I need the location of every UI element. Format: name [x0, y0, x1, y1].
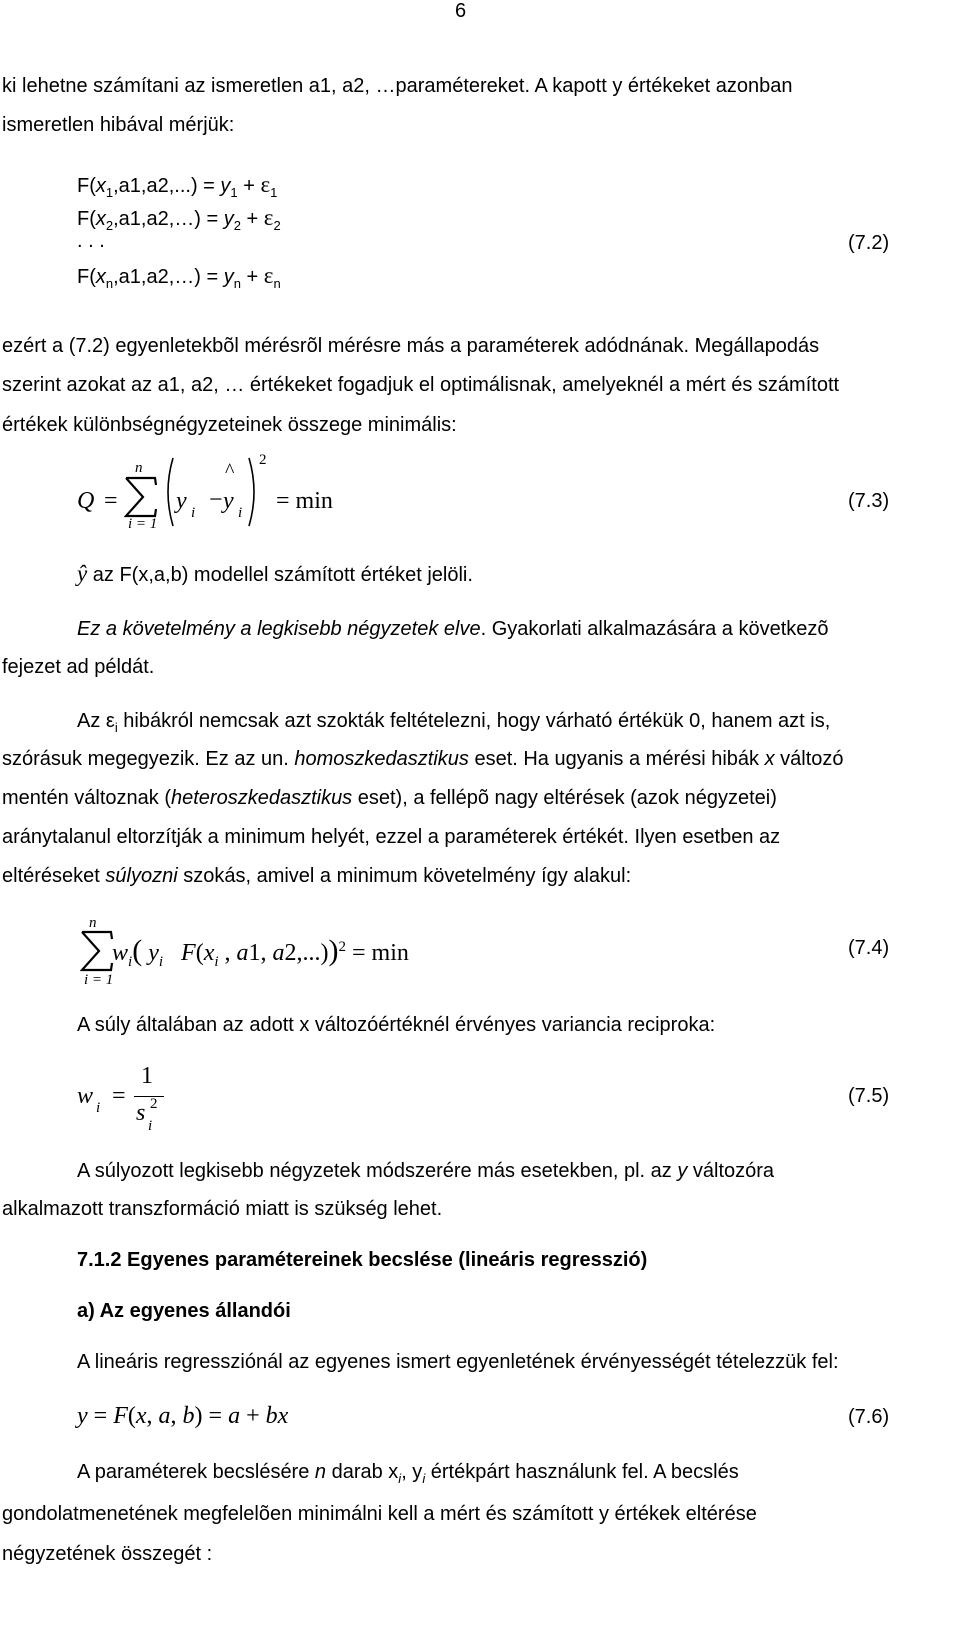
- paragraph-line: gondolatmenetének megfelelõen minimálni kell a mért és számított y értékek eltérése: [2, 1503, 757, 1525]
- paragraph-line: fejezet ad példát.: [2, 656, 155, 678]
- sigma-symbol: [124, 476, 158, 518]
- equation-label: (7.3): [848, 490, 890, 512]
- paragraph-line: ezért a (7.2) egyenletekbõl mérésrõl mérésre más a paraméterek adódnának. Megállapodás: [2, 335, 820, 357]
- equation-subscript: i: [96, 1100, 101, 1116]
- equation-subscript: i: [148, 1118, 153, 1134]
- paragraph-line: A lineáris regressziónál az egyenes ismert egyenletének érvényességét tételezzük fel:: [77, 1351, 839, 1373]
- paragraph-line: Az $\varepsilon_i$ hibákról nemcsak azt szokták feltételezni, hogy várható értékük 0, hanem azt is,: [77, 710, 831, 735]
- equation-superscript: 2: [150, 1096, 158, 1112]
- equation-row: $F(x_1,a1,a2,...) = y_1 + \varepsilon_1$: [77, 172, 278, 200]
- left-paren: [160, 456, 176, 528]
- paragraph-line: ismeretlen hibával mérjük:: [2, 114, 235, 136]
- equation-symbol: =: [104, 488, 118, 514]
- equation-symbol: y: [223, 488, 234, 514]
- subsection-heading: a) Az egyenes állandói: [77, 1300, 291, 1322]
- equation-label: (7.2): [848, 232, 890, 254]
- paragraph-line: szórásuk megegyezik. Ez az un. homoszkedasztikus eset. Ha ugyanis a mérési hibák x változó: [2, 748, 844, 770]
- hat-accent: ^: [225, 460, 235, 482]
- equation-row: . . .: [77, 230, 105, 252]
- equation-body: $w_i$( $y_i$ $F(x_i$ , a1, a2,...))$^2$ = min: [112, 934, 409, 970]
- paragraph-line: négyzetének összegét :: [2, 1543, 213, 1565]
- fraction-numerator: 1: [141, 1063, 153, 1089]
- equation-label: (7.5): [848, 1085, 890, 1107]
- sum-lower-limit: i = 1: [84, 972, 114, 988]
- equation-subscript: i: [238, 505, 243, 521]
- paragraph-line: A paraméterek becslésére n darab $x_i$, $y_i$ értékpárt használunk fel. A becslés: [77, 1461, 739, 1486]
- paragraph-line: aránytalanul eltorzítják a minimum helyét, ezzel a paraméterek értékét. Ilyen esetben az: [2, 826, 781, 848]
- equation-subscript: i: [191, 505, 196, 521]
- equation-symbol: w: [77, 1083, 94, 1109]
- paragraph-line: szerint azokat az a1, a2, … értékeket fogadjuk el optimálisnak, amelyeknél a mért és számított: [2, 374, 840, 396]
- paragraph-line: Ez a követelmény a legkisebb négyzetek elve. Gyakorlati alkalmazására a következõ: [77, 618, 829, 640]
- paragraph-line: ki lehetne számítani az ismeretlen a1, a2, …paramétereket. A kapott y értékeket azonban: [2, 75, 793, 97]
- paragraph-line: eltéréseket súlyozni szokás, amivel a minimum követelmény így alakul:: [2, 865, 632, 887]
- sigma-symbol: [80, 930, 114, 972]
- paragraph-line: értékek különbségnégyzeteinek összege minimális:: [2, 414, 457, 436]
- sum-upper-limit: n: [89, 915, 97, 931]
- equation-symbol: =: [112, 1083, 126, 1109]
- equation-label: (7.4): [848, 937, 890, 959]
- equation-symbol: −: [209, 487, 223, 513]
- fraction-bar: [134, 1096, 164, 1097]
- paragraph-line: mentén változnak (heteroszkedasztikus eset), a fellépõ nagy eltérések (azok négyzetei): [2, 787, 777, 809]
- sum-lower-limit: i = 1: [128, 516, 158, 532]
- paragraph-line: alkalmazott transzformáció miatt is szükség lehet.: [2, 1198, 443, 1220]
- fraction-denominator: s: [136, 1100, 146, 1126]
- paragraph-line: A súly általában az adott x változóértéknél érvényes variancia reciproka:: [77, 1014, 716, 1036]
- yhat-note: ŷ az F(x,a,b) modellel számított értéket jelöli.: [77, 561, 473, 586]
- equation-label: (7.6): [848, 1406, 890, 1428]
- equation-symbol: Q: [77, 488, 95, 514]
- equation-row: $F(x_n,a1,a2,\dots) = y_n + \varepsilon_n$: [77, 263, 281, 291]
- equation-row: $F(x_2,a1,a2,\dots) = y_2 + \varepsilon_2$: [77, 205, 281, 233]
- paragraph-line: A súlyozott legkisebb négyzetek módszerére más esetekben, pl. az y változóra: [77, 1160, 775, 1182]
- equation-rhs: = min: [276, 488, 333, 514]
- yhat-symbol: ŷ: [77, 561, 88, 586]
- power-two: 2: [259, 452, 267, 468]
- equation-body: y = F(x, a, b) = a + bx: [77, 1403, 289, 1429]
- section-heading: 7.1.2 Egyenes paramétereinek becslése (lineáris regresszió): [77, 1249, 648, 1271]
- page-number: 6: [455, 0, 467, 22]
- sum-upper-limit: n: [135, 460, 143, 476]
- equation-symbol: y: [176, 488, 187, 514]
